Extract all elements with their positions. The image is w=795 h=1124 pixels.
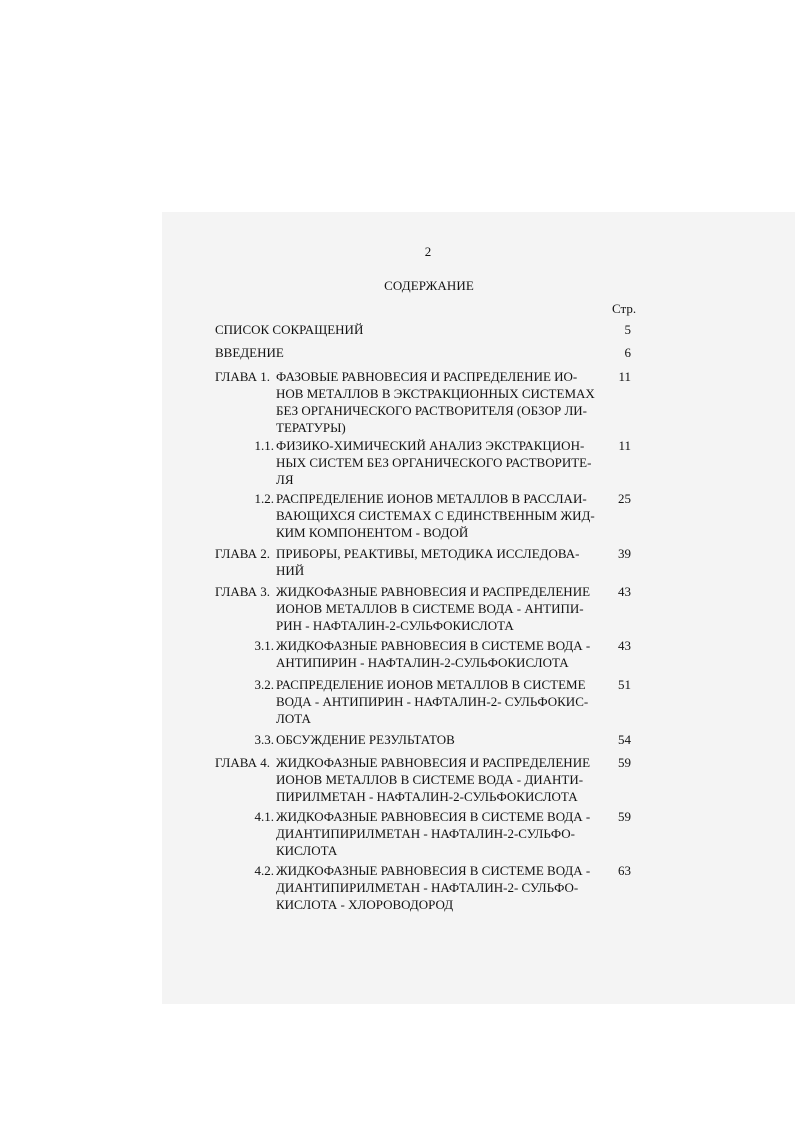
toc-entry-title-line: ЖИДКОФАЗНЫЕ РАВНОВЕСИЯ И РАСПРЕДЕЛЕНИЕ xyxy=(276,755,591,770)
toc-entry-title xyxy=(276,862,600,913)
toc-entry-title-line: ЛОТА xyxy=(276,711,311,726)
toc-entry-number: 3.2. xyxy=(254,677,274,692)
toc-entry-title xyxy=(276,637,600,671)
toc-entry-title-line: РИН - НАФТАЛИН-2-СУЛЬФОКИСЛОТА xyxy=(276,618,514,633)
toc-entry-title xyxy=(276,754,600,805)
toc-entry-title xyxy=(215,321,600,338)
toc-entry-title-line: ЖИДКОФАЗНЫЕ РАВНОВЕСИЯ В СИСТЕМЕ ВОДА - xyxy=(276,863,591,878)
toc-entry-page: 59 xyxy=(618,809,631,824)
toc-entry-title-line: ЛЯ xyxy=(276,472,294,487)
toc-entry-page: 43 xyxy=(618,584,631,599)
toc-entry-title xyxy=(276,808,600,859)
toc-entry-number: 1.2. xyxy=(254,491,274,506)
toc-entry-page: 51 xyxy=(618,677,631,692)
toc-entry-title xyxy=(276,583,600,634)
toc-entry-title-line: СПИСОК СОКРАЩЕНИЙ xyxy=(215,322,364,337)
page-column-label: Стр. xyxy=(612,301,637,316)
toc-entry-number: ГЛАВА 2. xyxy=(215,546,270,561)
toc-entry-title-line: ТЕРАТУРЫ) xyxy=(276,420,346,435)
toc-entry-page: 59 xyxy=(618,755,631,770)
toc-entry-title-line: НЫХ СИСТЕМ БЕЗ ОРГАНИЧЕСКОГО РАСТВОРИТЕ- xyxy=(276,455,592,470)
toc-entry-title-line: ЖИДКОФАЗНЫЕ РАВНОВЕСИЯ И РАСПРЕДЕЛЕНИЕ xyxy=(276,584,591,599)
toc-entry-title-line: ИОНОВ МЕТАЛЛОВ В СИСТЕМЕ ВОДА - АНТИПИ- xyxy=(276,601,584,616)
toc-entry-page: 11 xyxy=(618,438,631,453)
toc-entry-number: 3.1. xyxy=(254,638,274,653)
toc-entry-title-line: ВАЮЩИХСЯ СИСТЕМАХ С ЕДИНСТВЕННЫМ ЖИД- xyxy=(276,508,595,523)
toc-entry-title-line: ВОДА - АНТИПИРИН - НАФТАЛИН-2- СУЛЬФОКИС- xyxy=(276,694,589,709)
toc-entry-title xyxy=(276,731,600,748)
toc-entry-title-line: ОБСУЖДЕНИЕ РЕЗУЛЬТАТОВ xyxy=(276,732,455,747)
toc-entry-title-line: КИСЛОТА - ХЛОРОВОДОРОД xyxy=(276,897,454,912)
toc-entry-number: 3.3. xyxy=(254,732,274,747)
toc-entry-title-line: ЖИДКОФАЗНЫЕ РАВНОВЕСИЯ В СИСТЕМЕ ВОДА - xyxy=(276,638,591,653)
toc-entry-page: 25 xyxy=(618,491,631,506)
toc-entry-number: ГЛАВА 1. xyxy=(215,369,270,384)
toc-entry-title-line: ПРИБОРЫ, РЕАКТИВЫ, МЕТОДИКА ИССЛЕДОВА- xyxy=(276,546,580,561)
toc-entry-title xyxy=(276,490,600,541)
toc-entry-page: 54 xyxy=(618,732,631,747)
toc-entry-page: 43 xyxy=(618,638,631,653)
toc-entry-page: 11 xyxy=(618,369,631,384)
toc-entry-number: 4.2. xyxy=(254,863,274,878)
toc-entry-title-line: НОВ МЕТАЛЛОВ В ЭКСТРАКЦИОННЫХ СИСТЕМАХ xyxy=(276,386,595,401)
toc-entry-title-line: ЖИДКОФАЗНЫЕ РАВНОВЕСИЯ В СИСТЕМЕ ВОДА - xyxy=(276,809,591,824)
toc-entry-title xyxy=(276,368,600,436)
toc-entry-title xyxy=(276,437,600,488)
toc-entry-number: ГЛАВА 3. xyxy=(215,584,270,599)
toc-entry-number: 4.1. xyxy=(254,809,274,824)
toc-entry-title-line: ФИЗИКО-ХИМИЧЕСКИЙ АНАЛИЗ ЭКСТРАКЦИОН- xyxy=(276,438,585,453)
toc-entry-title-line: ПИРИЛМЕТАН - НАФТАЛИН-2-СУЛЬФОКИСЛОТА xyxy=(276,789,578,804)
toc-entry-page: 6 xyxy=(624,345,631,360)
toc-entry-title-line: ВВЕДЕНИЕ xyxy=(215,345,284,360)
toc-entry-title-line: АНТИПИРИН - НАФТАЛИН-2-СУЛЬФОКИСЛОТА xyxy=(276,655,569,670)
toc-heading: СОДЕРЖАНИЕ xyxy=(384,278,474,293)
toc-entry-page: 39 xyxy=(618,546,631,561)
page-number: 2 xyxy=(424,244,432,259)
toc-entry-title xyxy=(215,344,600,361)
toc-entry-title-line: ИОНОВ МЕТАЛЛОВ В СИСТЕМЕ ВОДА - ДИАНТИ- xyxy=(276,772,584,787)
toc-entry-title-line: НИЙ xyxy=(276,563,305,578)
toc-entry-title xyxy=(276,676,600,727)
toc-entry-title-line: КИМ КОМПОНЕНТОМ - ВОДОЙ xyxy=(276,525,469,540)
toc-entry-page: 5 xyxy=(624,322,631,337)
toc-entry-title-line: ФАЗОВЫЕ РАВНОВЕСИЯ И РАСПРЕДЕЛЕНИЕ ИО- xyxy=(276,369,578,384)
toc-entry-title-line: ДИАНТИПИРИЛМЕТАН - НАФТАЛИН-2- СУЛЬФО- xyxy=(276,880,579,895)
toc-entry-title-line: БЕЗ ОРГАНИЧЕСКОГО РАСТВОРИТЕЛЯ (ОБЗОР ЛИ- xyxy=(276,403,587,418)
toc-entry-title-line: РАСПРЕДЕЛЕНИЕ ИОНОВ МЕТАЛЛОВ В РАССЛАИ- xyxy=(276,491,587,506)
toc-entry-title-line: ДИАНТИПИРИЛМЕТАН - НАФТАЛИН-2-СУЛЬФО- xyxy=(276,826,575,841)
toc-entry-title-line: РАСПРЕДЕЛЕНИЕ ИОНОВ МЕТАЛЛОВ В СИСТЕМЕ xyxy=(276,677,586,692)
toc-entry-number: 1.1. xyxy=(254,438,274,453)
toc-entry-page: 63 xyxy=(618,863,631,878)
toc-entry-title xyxy=(276,545,600,579)
toc-entry-number: ГЛАВА 4. xyxy=(215,755,270,770)
toc-entry-title-line: КИСЛОТА xyxy=(276,843,338,858)
